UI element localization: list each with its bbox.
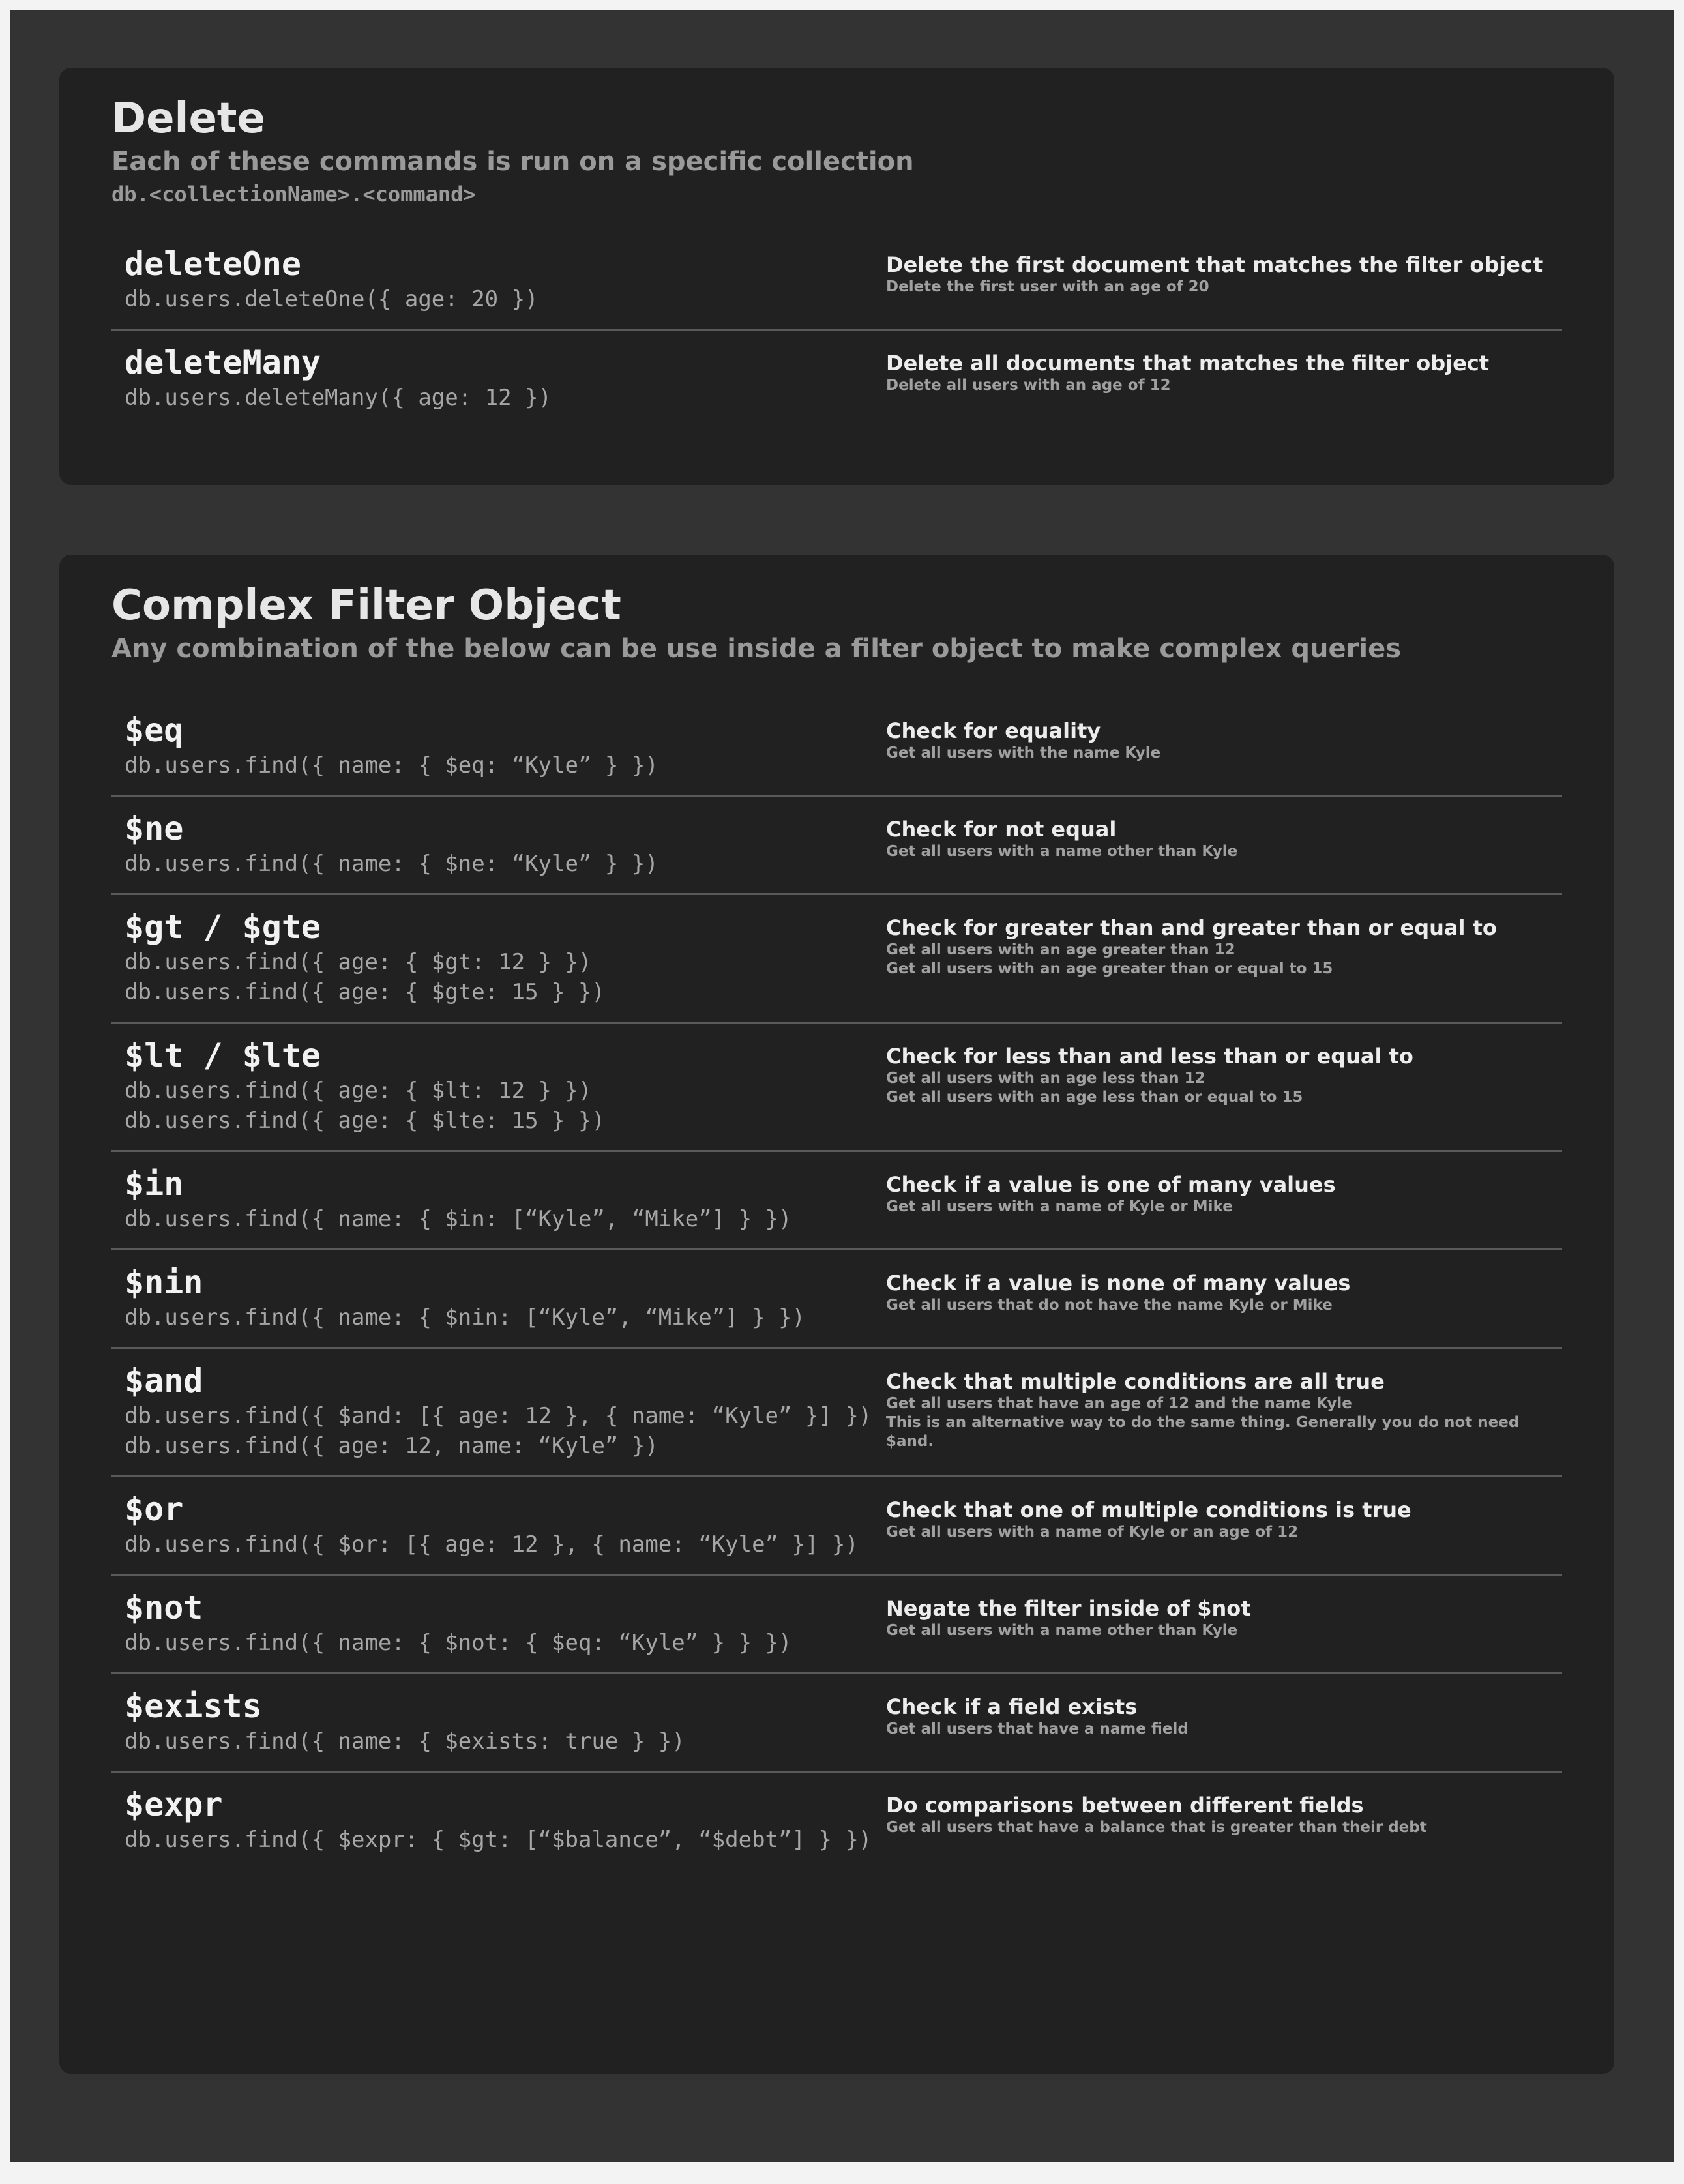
command-notes xyxy=(886,1296,1562,1315)
command-example: db.users.find({ name: { $exists: true } }) xyxy=(125,1728,685,1754)
command-examples xyxy=(125,1628,886,1658)
command-name: $ne xyxy=(125,810,184,848)
command-left xyxy=(125,1784,886,1855)
command-example: db.users.deleteMany({ age: 12 }) xyxy=(125,385,552,411)
command-name: $not xyxy=(125,1589,203,1627)
command-row xyxy=(111,698,1562,797)
command-note: Get all users that have an age of 12 and the name Kyle xyxy=(886,1395,1352,1412)
command-left xyxy=(125,244,886,314)
command-right xyxy=(886,907,1562,1007)
command-example: db.users.find({ age: { $gte: 15 } }) xyxy=(125,979,605,1005)
command-left xyxy=(125,1489,886,1559)
cheatsheet-page xyxy=(10,10,1674,2162)
command-row xyxy=(111,895,1562,1024)
command-notes xyxy=(886,1621,1562,1640)
command-row xyxy=(111,1250,1562,1349)
command-left xyxy=(125,1587,886,1658)
command-name: $eq xyxy=(125,711,184,749)
command-right xyxy=(886,1784,1562,1855)
command-note: Get all users with an age greater than or equal to 15 xyxy=(886,960,1333,977)
command-row xyxy=(111,1024,1562,1152)
command-right xyxy=(886,1164,1562,1234)
command-right xyxy=(886,1489,1562,1559)
command-left xyxy=(125,342,886,413)
command-note: Get all users that do not have the name Kyle or Mike xyxy=(886,1297,1333,1314)
command-description: Check if a value is none of many values xyxy=(886,1271,1351,1295)
delete-section xyxy=(59,68,1614,485)
command-notes xyxy=(886,1069,1562,1107)
section-subtitle: Any combination of the below can be use inside a filter object to make complex queries xyxy=(111,634,1402,664)
command-note: Get all users with an age greater than 12 xyxy=(886,941,1235,958)
command-name: $and xyxy=(125,1362,203,1400)
command-row xyxy=(111,1477,1562,1576)
command-examples xyxy=(125,1303,886,1333)
command-example: db.users.find({ age: 12, name: “Kyle” }) xyxy=(125,1433,658,1459)
section-subtitle: Each of these commands is run on a specific collection xyxy=(111,147,914,177)
command-notes xyxy=(886,1720,1562,1739)
command-note: Get all users with an age less than 12 xyxy=(886,1070,1205,1087)
command-right xyxy=(886,342,1562,413)
command-description: Check that one of multiple conditions is true xyxy=(886,1498,1411,1522)
command-row xyxy=(111,1773,1562,1869)
command-example: db.users.find({ name: { $eq: “Kyle” } }) xyxy=(125,752,658,778)
command-right xyxy=(886,244,1562,314)
command-left xyxy=(125,710,886,780)
command-name: $nin xyxy=(125,1263,203,1301)
command-row xyxy=(111,1576,1562,1674)
command-example: db.users.find({ name: { $nin: [“Kyle”, “Mike”] } }) xyxy=(125,1305,805,1331)
command-name: $exists xyxy=(125,1687,262,1725)
command-example: db.users.find({ age: { $lt: 12 } }) xyxy=(125,1078,592,1104)
command-notes xyxy=(886,941,1562,979)
section-usage: db.<collectionName>.<command> xyxy=(111,182,476,207)
command-description: Check for equality xyxy=(886,718,1101,743)
command-right xyxy=(886,710,1562,780)
command-description: Check for greater than and greater than or equal to xyxy=(886,915,1497,940)
command-note: Get all users with a name of Kyle or an age of 12 xyxy=(886,1524,1299,1541)
command-note: Get all users with a name of Kyle or Mike xyxy=(886,1198,1233,1215)
command-examples xyxy=(125,1825,886,1855)
command-note: Get all users with a name other than Kyle xyxy=(886,1622,1238,1639)
command-row xyxy=(111,1152,1562,1250)
command-example: db.users.deleteOne({ age: 20 }) xyxy=(125,286,539,312)
command-example: db.users.find({ $and: [{ age: 12 }, { name: “Kyle” }] }) xyxy=(125,1403,872,1429)
section-title: Complex Filter Object xyxy=(111,582,621,630)
command-description: Do comparisons between different fields xyxy=(886,1793,1364,1818)
command-row xyxy=(111,797,1562,895)
command-note: Delete all users with an age of 12 xyxy=(886,377,1171,394)
command-name: $in xyxy=(125,1165,184,1203)
command-description: Delete all documents that matches the filter object xyxy=(886,351,1490,376)
section-title: Delete xyxy=(111,95,265,143)
command-note: Get all users with the name Kyle xyxy=(886,745,1161,761)
command-example: db.users.find({ name: { $ne: “Kyle” } }) xyxy=(125,851,658,877)
command-examples xyxy=(125,750,886,780)
command-examples xyxy=(125,1726,886,1756)
command-right xyxy=(886,1361,1562,1461)
command-list xyxy=(111,232,1562,427)
command-notes xyxy=(886,744,1562,763)
command-notes xyxy=(886,1395,1562,1451)
command-description: Check if a value is one of many values xyxy=(886,1172,1336,1197)
command-right xyxy=(886,1262,1562,1333)
command-list xyxy=(111,698,1562,1869)
command-name: $or xyxy=(125,1490,184,1528)
command-right xyxy=(886,1686,1562,1756)
command-examples xyxy=(125,1076,886,1136)
command-left xyxy=(125,1686,886,1756)
command-left xyxy=(125,1361,886,1461)
command-description: Check if a field exists xyxy=(886,1694,1138,1719)
command-example: db.users.find({ age: { $lte: 15 } }) xyxy=(125,1108,605,1134)
command-left xyxy=(125,1262,886,1333)
command-examples xyxy=(125,284,886,314)
complex-filter-section xyxy=(59,555,1614,2074)
command-note: Get all users with a name other than Kyle xyxy=(886,843,1238,860)
command-examples xyxy=(125,849,886,879)
command-notes xyxy=(886,1523,1562,1542)
command-note: This is an alternative way to do the same thing. Generally you do not need $and. xyxy=(886,1414,1520,1450)
command-right xyxy=(886,1587,1562,1658)
command-name: $expr xyxy=(125,1786,223,1823)
command-example: db.users.find({ age: { $gt: 12 } }) xyxy=(125,949,592,975)
command-example: db.users.find({ name: { $in: [“Kyle”, “Mike”] } }) xyxy=(125,1206,792,1232)
command-note: Delete the first user with an age of 20 xyxy=(886,278,1209,295)
command-row xyxy=(111,331,1562,427)
command-example: db.users.find({ $expr: { $gt: [“$balance”, “$debt”] } }) xyxy=(125,1827,872,1853)
command-description: Check that multiple conditions are all true xyxy=(886,1369,1385,1394)
command-examples xyxy=(125,383,886,413)
command-examples xyxy=(125,947,886,1007)
command-left xyxy=(125,808,886,879)
command-examples xyxy=(125,1204,886,1234)
command-note: Get all users with an age less than or equal to 15 xyxy=(886,1089,1303,1106)
command-right xyxy=(886,808,1562,879)
command-notes xyxy=(886,376,1562,395)
command-example: db.users.find({ name: { $not: { $eq: “Kyle” } } }) xyxy=(125,1630,792,1656)
command-notes xyxy=(886,278,1562,297)
command-left xyxy=(125,907,886,1007)
command-name: deleteMany xyxy=(125,344,321,381)
command-notes xyxy=(886,1818,1562,1837)
command-example: db.users.find({ $or: [{ age: 12 }, { name: “Kyle” }] }) xyxy=(125,1531,859,1557)
command-description: Negate the filter inside of $not xyxy=(886,1596,1251,1621)
command-name: deleteOne xyxy=(125,245,301,283)
command-notes xyxy=(886,842,1562,861)
command-description: Check for less than and less than or equal to xyxy=(886,1044,1413,1069)
command-notes xyxy=(886,1198,1562,1217)
command-examples xyxy=(125,1529,886,1559)
command-description: Delete the first document that matches the filter object xyxy=(886,252,1543,277)
command-examples xyxy=(125,1401,886,1461)
command-row xyxy=(111,1674,1562,1773)
command-left xyxy=(125,1035,886,1136)
command-left xyxy=(125,1164,886,1234)
command-note: Get all users that have a name field xyxy=(886,1720,1189,1737)
command-row xyxy=(111,1349,1562,1477)
command-right xyxy=(886,1035,1562,1136)
command-note: Get all users that have a balance that is greater than their debt xyxy=(886,1819,1427,1836)
command-description: Check for not equal xyxy=(886,817,1117,842)
command-row xyxy=(111,232,1562,331)
command-name: $gt / $gte xyxy=(125,908,321,946)
command-name: $lt / $lte xyxy=(125,1037,321,1074)
